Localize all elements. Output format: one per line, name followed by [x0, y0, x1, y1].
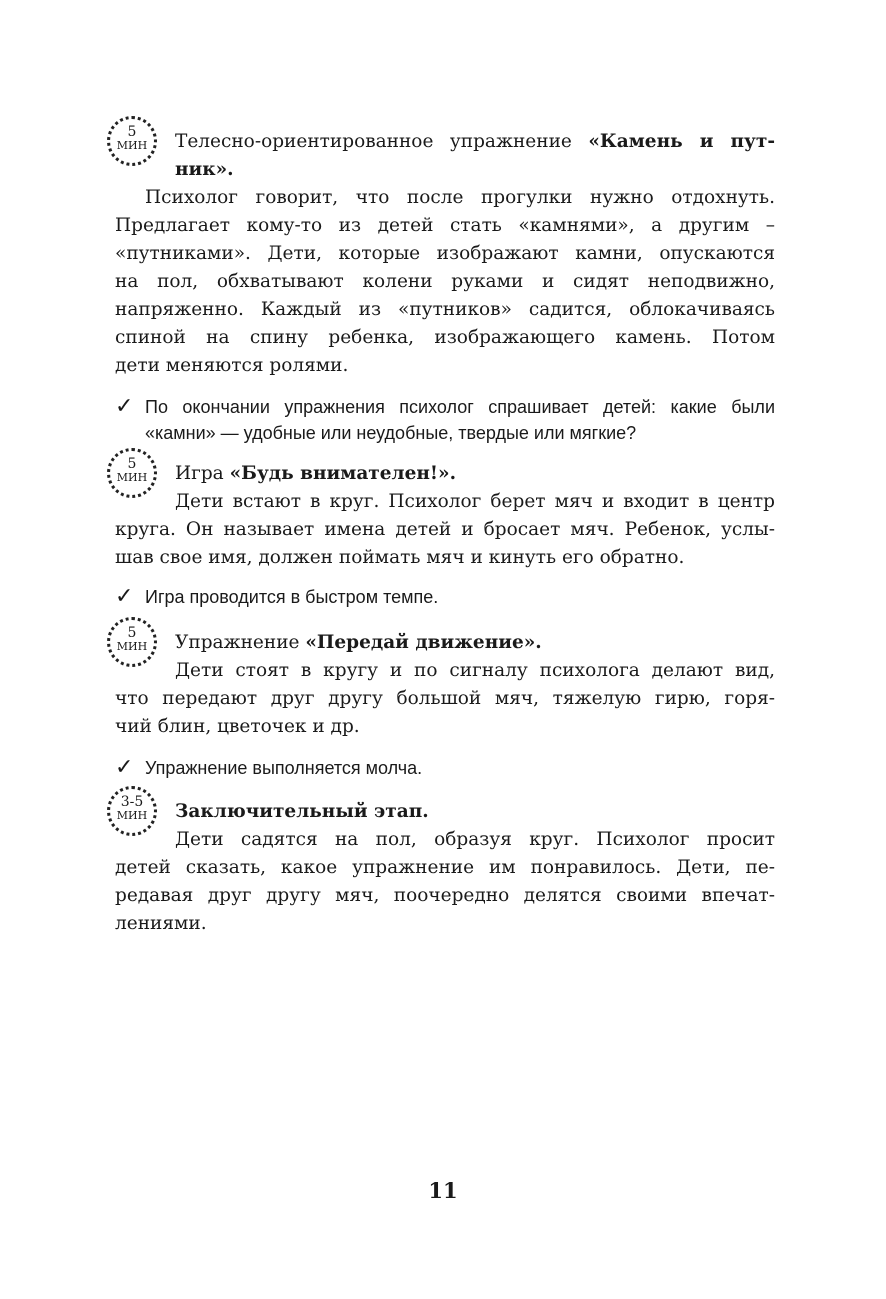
paragraph-line: чий блин, цветочек и др.	[115, 716, 360, 737]
paragraph-line: детей сказать, какое упражнение им понравилось. Дети, пе-	[115, 857, 775, 878]
paragraph-line: спиной на спину ребенка, изображающего камень. Потом	[115, 327, 775, 348]
paragraph-line: Предлагает кому-то из детей стать «камнями», а другим –	[115, 215, 775, 236]
game-be-attentive	[115, 456, 775, 610]
paragraph-line: Дети садятся на пол, образуя круг. Психолог просит	[175, 829, 775, 850]
checkmark-icon: ✓	[115, 394, 134, 419]
note: ✓ Игра проводится в быстром темпе.	[115, 584, 439, 609]
paragraph-line: круга. Он называет имена детей и бросает мяч. Ребенок, услы-	[115, 519, 775, 540]
note: ✓ Упражнение выполняется молча.	[115, 755, 423, 780]
heading: Игра «Будь внимателен!».	[175, 463, 457, 484]
paragraph-line: напряженно. Каждый из «путников» садится, облокачиваясь	[115, 299, 775, 320]
heading: Телесно-ориентированное упражнение «Камень и пут-	[175, 131, 775, 152]
note: ✓ По окончании упражнения психолог спрашивает детей: какие были	[115, 394, 775, 419]
paragraph-line: «путниками». Дети, которые изображают камни, опускаются	[115, 243, 775, 264]
exercise-pass-movement	[115, 625, 775, 781]
paragraph-line: шав свое имя, должен поймать мяч и кинуть его обратно.	[115, 547, 685, 568]
timer-3-5-min-icon: 3-5 МИН	[107, 786, 157, 836]
checkmark-icon: ✓	[115, 755, 134, 780]
paragraph-line: лениями.	[115, 913, 207, 934]
paragraph-line: дети меняются ролями.	[115, 355, 349, 376]
final-stage	[115, 794, 775, 938]
paragraph-line: редавая друг другу мяч, поочередно делятся своими впечат-	[115, 885, 775, 906]
page-number: 11	[428, 1178, 458, 1203]
paragraph-line: что передают друг другу большой мяч, тяжелую гирю, горя-	[115, 688, 775, 709]
note-line: «камни» — удобные или неудобные, твердые или мягкие?	[145, 423, 637, 443]
paragraph-line: Дети стоят в кругу и по сигналу психолога делают вид,	[175, 660, 775, 681]
timer-5-min-icon: 5 МИН	[107, 116, 157, 166]
paragraph-line: на пол, обхватывают колени руками и сидят неподвижно,	[115, 271, 775, 292]
checkmark-icon: ✓	[115, 584, 134, 609]
timer-5-min-icon: 5 МИН	[107, 617, 157, 667]
heading: Упражнение «Передай движение».	[175, 632, 542, 653]
exercise-stone-traveler	[115, 124, 775, 446]
timer-5-min-icon: 5 МИН	[107, 448, 157, 498]
paragraph-line: Психолог говорит, что после прогулки нужно отдохнуть.	[145, 187, 775, 208]
paragraph-line: Дети встают в круг. Психолог берет мяч и входит в центр	[175, 491, 775, 512]
heading-cont: ник».	[175, 159, 234, 180]
heading: Заключительный этап.	[175, 801, 429, 822]
